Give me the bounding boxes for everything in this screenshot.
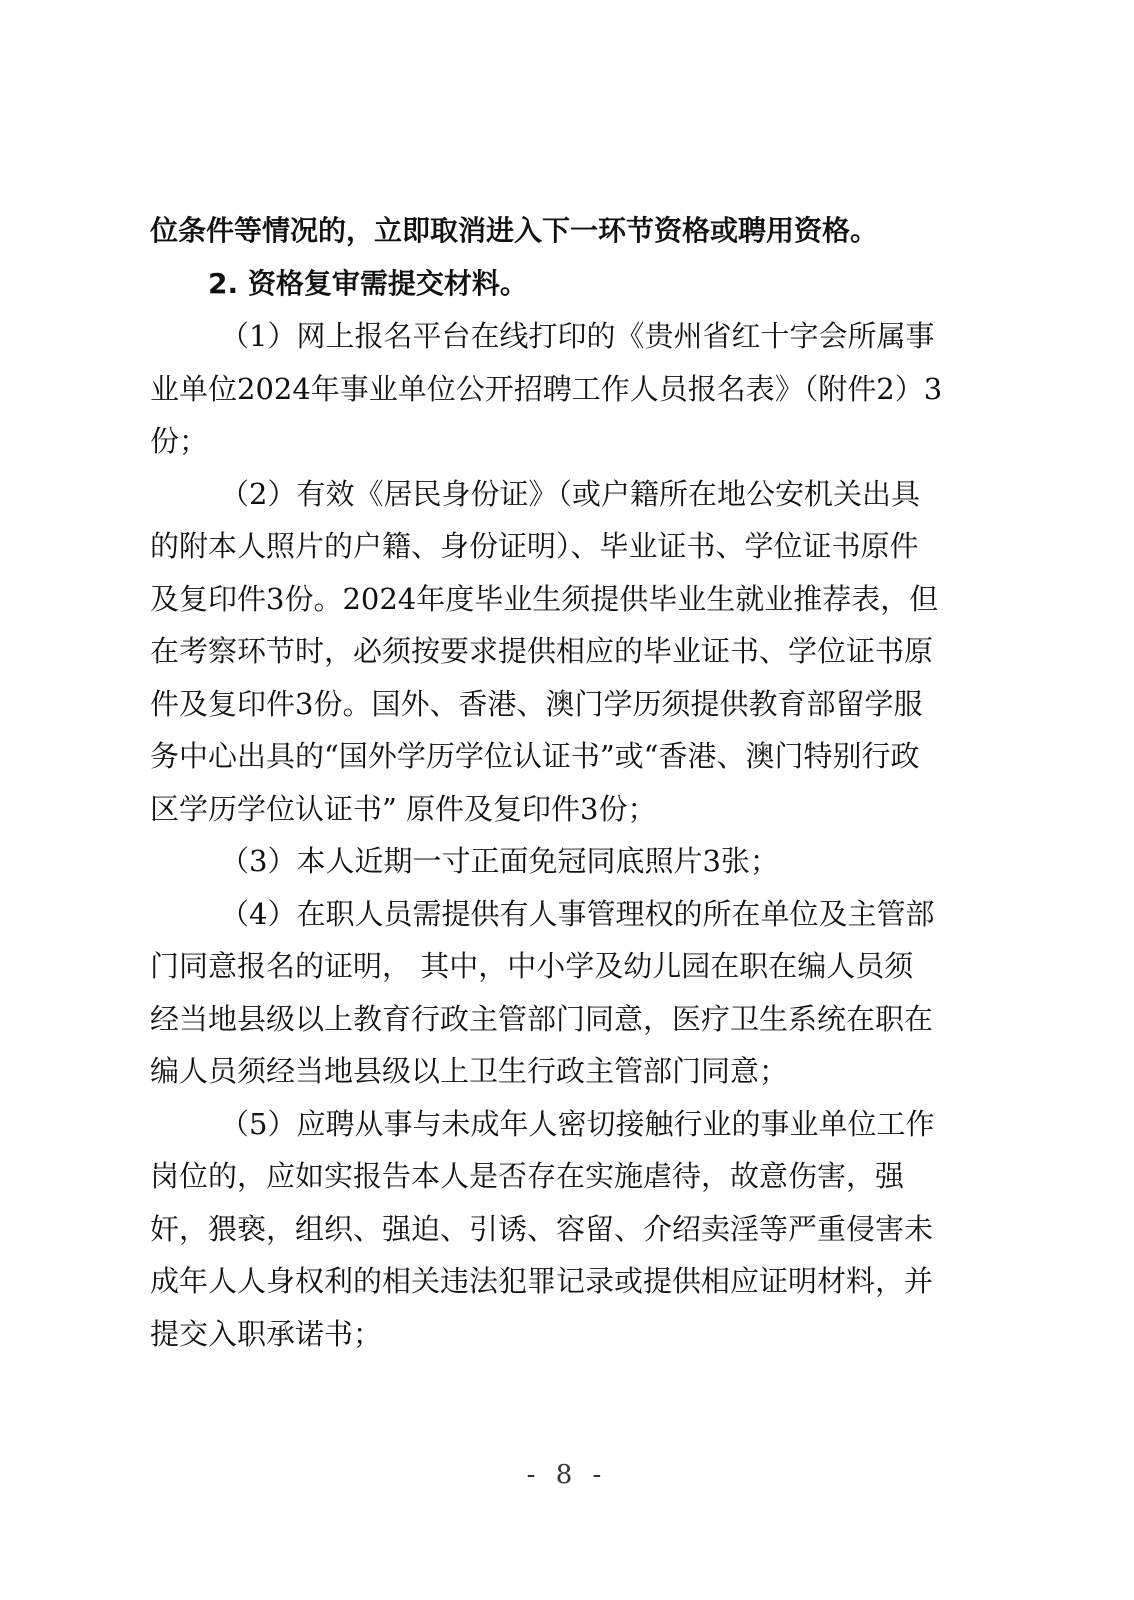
item-5-line: 奸，猥亵，组织、强迫、引诱、容留、介绍卖淫等严重侵害未 [150,1211,934,1246]
document-body [150,205,972,1360]
item-2-line: 区学历学位认证书” 原件及复印件3份； [150,791,657,826]
item-2-line: 件及复印件3份。国外、香港、澳门学历须提供教育部留学服 [150,686,923,721]
item-1-line: 份； [150,424,209,458]
text-line: 位条件等情况的，立即取消进入下一环节资格或聘用资格。 [150,214,879,247]
item-4-line: （4）在职人员需提供有人事管理权的所在单位及主管部 [220,896,935,931]
item-4-line: 门同意报名的证明， 其中，中小学及幼儿园在职在编人员须 [150,949,914,983]
item-4-line: 编人员须经当地县级以上卫生行政主管部门同意； [150,1054,789,1088]
item-5-line: （5）应聘从事与未成年人密切接触行业的事业单位工作 [220,1106,935,1141]
item-5-line: 提交入职承诺书； [150,1316,383,1351]
item-5-line: 成年人人身权利的相关违法犯罪记录或提供相应证明材料，并 [150,1264,934,1298]
item-2-line: （2）有效《居民身份证》（或户籍所在地公安机关出具 [220,476,920,511]
item-2-line: 的附本人照片的户籍、身份证明）、毕业证书、学位证书原件 [150,529,919,563]
item-3-line: （3）本人近期一寸正面免冠同底照片3张； [220,844,779,878]
item-4-line: 经当地县级以上教育行政主管部门同意，医疗卫生系统在职在 [150,1001,934,1036]
item-2-line: 及复印件3份。2024年度毕业生须提供毕业生就业推荐表，但 [150,581,939,616]
item-5-line: 岗位的，应如实报告本人是否存在实施虐待，故意伤害，强 [150,1159,905,1193]
item-2-line: 在考察环节时，必须按要求提供相应的毕业证书、学位证书原 [150,634,934,668]
page-number: - 8 - [526,1460,608,1490]
section-heading: 2. 资格复审需提交材料。 [208,266,528,300]
item-2-line: 务中心出具的“国外学历学位认证书”或“香港、澳门特别行政 [150,739,920,773]
item-1-line: 业单位2024年事业单位公开招聘工作人员报名表》（附件2）3 [150,371,943,406]
item-1-line: （1）网上报名平台在线打印的《贵州省红十字会所属事 [220,319,935,353]
